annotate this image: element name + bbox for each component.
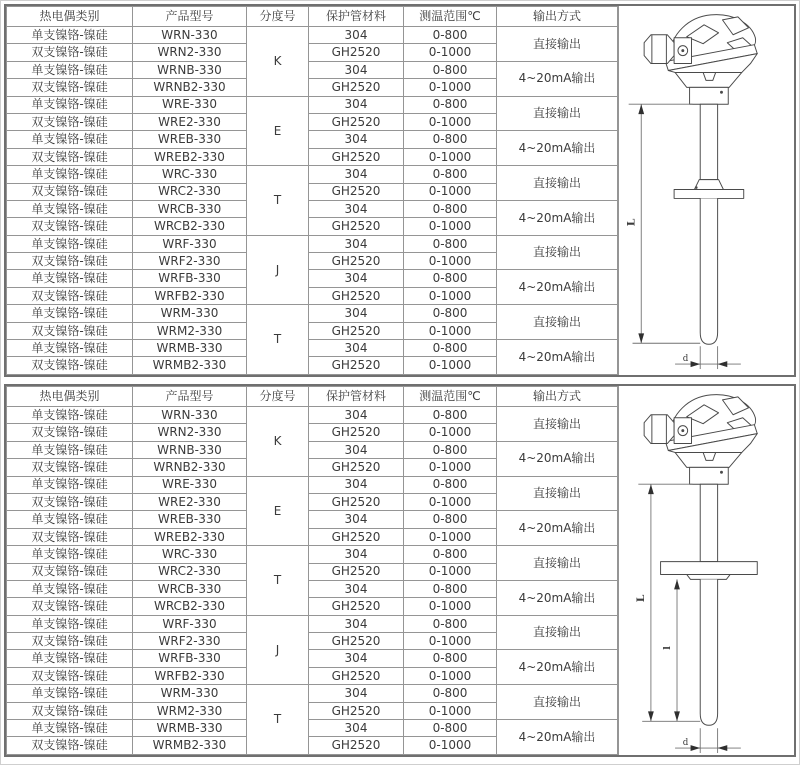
cell-range: 0-1000 [404,79,497,96]
cell-material: GH2520 [309,563,404,580]
cell-material: 304 [309,131,404,148]
cell-material: GH2520 [309,183,404,200]
cell-model: WRNB-330 [133,441,247,458]
cell-model: WRM2-330 [133,702,247,719]
thermocouple-flange-diagram [619,6,794,375]
thermocouple-spec-table-2 [6,386,618,755]
cell-model: WRF-330 [133,235,247,252]
cell-output: 直接输出 [497,96,618,131]
cell-output: 直接输出 [497,476,618,511]
connection-head-icon [644,15,757,105]
thermocouple-drawing-2 [618,386,794,755]
cell-model: WRC-330 [133,546,247,563]
spec-row [7,27,618,44]
cell-model: WRE-330 [133,96,247,113]
cell-category: 双支镍铬-镍硅 [7,493,133,510]
cell-graduation: K [247,407,309,477]
cell-category: 单支镍铬-镍硅 [7,615,133,632]
cell-graduation: J [247,615,309,685]
cell-material: GH2520 [309,357,404,375]
cell-model: WRNB2-330 [133,459,247,476]
flange-boss [694,180,723,190]
cell-model: WRMB2-330 [133,737,247,755]
column-header-model: 产品型号 [133,387,247,407]
cell-category: 双支镍铬-镍硅 [7,44,133,61]
cell-category: 双支镍铬-镍硅 [7,183,133,200]
cell-output: 4~20mA输出 [497,131,618,166]
cell-range: 0-800 [404,200,497,217]
cell-category: 双支镍铬-镍硅 [7,563,133,580]
cell-range: 0-1000 [404,148,497,165]
spec-row [7,166,618,183]
cell-material: 304 [309,200,404,217]
column-header-model: 产品型号 [133,7,247,27]
cell-material: GH2520 [309,44,404,61]
spec-row [7,511,618,528]
spec-panel-2 [4,384,796,757]
cell-material: 304 [309,270,404,287]
cell-output: 4~20mA输出 [497,340,618,375]
cell-range: 0-800 [404,270,497,287]
cell-range: 0-1000 [404,459,497,476]
cell-range: 0-1000 [404,322,497,339]
cell-model: WRN2-330 [133,424,247,441]
cell-range: 0-1000 [404,287,497,304]
cell-material: GH2520 [309,424,404,441]
cell-output: 直接输出 [497,305,618,340]
spec-row [7,61,618,78]
cell-category: 双支镍铬-镍硅 [7,633,133,650]
thermocouple-drawing-1 [618,6,794,375]
dimension-L [634,484,700,721]
cell-model: WRCB2-330 [133,218,247,235]
spec-row [7,407,618,424]
cell-output: 直接输出 [497,407,618,442]
dimension-label-L: L [634,594,648,603]
cell-model: WRM-330 [133,685,247,702]
cell-model: WRM2-330 [133,322,247,339]
cell-range: 0-1000 [404,113,497,130]
cell-material: GH2520 [309,148,404,165]
cell-range: 0-1000 [404,218,497,235]
cell-graduation: E [247,476,309,546]
cell-category: 单支镍铬-镍硅 [7,27,133,44]
cell-category: 单支镍铬-镍硅 [7,131,133,148]
cell-output: 直接输出 [497,546,618,581]
cell-model: WRE-330 [133,476,247,493]
cell-model: WRMB-330 [133,720,247,737]
cell-range: 0-1000 [404,183,497,200]
cell-category: 双支镍铬-镍硅 [7,79,133,96]
cell-category: 双支镍铬-镍硅 [7,148,133,165]
cell-model: WRCB-330 [133,580,247,597]
cell-material: GH2520 [309,598,404,615]
cell-material: GH2520 [309,322,404,339]
cell-range: 0-800 [404,511,497,528]
cell-model: WRN-330 [133,27,247,44]
cell-model: WRMB-330 [133,340,247,357]
cell-category: 单支镍铬-镍硅 [7,476,133,493]
cell-output: 直接输出 [497,615,618,650]
cell-range: 0-1000 [404,667,497,684]
spec-row [7,546,618,563]
cell-model: WRFB-330 [133,270,247,287]
table-body-2 [7,407,618,755]
cell-model: WRE2-330 [133,493,247,510]
cell-material: 304 [309,27,404,44]
dimension-label-d: d [682,737,689,749]
connection-head-icon [644,395,757,485]
table-body-1 [7,27,618,375]
cell-category: 单支镍铬-镍硅 [7,96,133,113]
cell-range: 0-800 [404,131,497,148]
column-header-graduation: 分度号 [247,7,309,27]
cell-range: 0-1000 [404,737,497,755]
cell-material: 304 [309,407,404,424]
cell-material: GH2520 [309,667,404,684]
cell-range: 0-800 [404,650,497,667]
dimension-label-l: l [662,646,674,650]
cell-graduation: T [247,166,309,236]
cell-material: 304 [309,340,404,357]
cell-graduation: E [247,96,309,166]
cell-graduation: K [247,27,309,97]
table-header-1 [7,7,618,27]
spec-row [7,650,618,667]
flange-boss [687,574,731,579]
dimension-label-L: L [624,218,638,227]
cell-material: GH2520 [309,633,404,650]
column-header-material: 保护管材料 [309,7,404,27]
spec-row [7,96,618,113]
cell-range: 0-800 [404,720,497,737]
cell-model: WRNB-330 [133,61,247,78]
cell-model: WREB2-330 [133,148,247,165]
cell-range: 0-1000 [404,357,497,375]
cell-model: WRFB2-330 [133,667,247,684]
spec-row [7,270,618,287]
spec-row [7,615,618,632]
cell-model: WRN-330 [133,407,247,424]
cell-material: GH2520 [309,493,404,510]
table-header-2 [7,387,618,407]
cell-range: 0-800 [404,27,497,44]
cell-category: 单支镍铬-镍硅 [7,580,133,597]
cell-range: 0-800 [404,305,497,322]
spec-row [7,131,618,148]
cell-model: WRCB-330 [133,200,247,217]
cell-model: WREB-330 [133,131,247,148]
cell-range: 0-800 [404,407,497,424]
cell-output: 直接输出 [497,166,618,201]
header-row [7,7,618,27]
flange-plate [674,190,744,199]
cell-category: 双支镍铬-镍硅 [7,253,133,270]
cell-material: 304 [309,476,404,493]
spec-row [7,200,618,217]
cell-range: 0-800 [404,166,497,183]
cell-range: 0-1000 [404,253,497,270]
cell-range: 0-800 [404,580,497,597]
cell-range: 0-1000 [404,633,497,650]
cell-model: WRE2-330 [133,113,247,130]
cell-material: GH2520 [309,528,404,545]
cell-category: 单支镍铬-镍硅 [7,511,133,528]
cell-category: 单支镍铬-镍硅 [7,441,133,458]
cell-range: 0-800 [404,546,497,563]
cell-output: 4~20mA输出 [497,200,618,235]
cell-material: GH2520 [309,218,404,235]
cell-range: 0-1000 [404,702,497,719]
cell-material: 304 [309,166,404,183]
column-header-graduation: 分度号 [247,387,309,407]
cell-category: 单支镍铬-镍硅 [7,305,133,322]
cell-material: 304 [309,61,404,78]
cell-material: 304 [309,441,404,458]
cell-material: 304 [309,235,404,252]
column-header-material: 保护管材料 [309,387,404,407]
spec-row [7,720,618,737]
cell-category: 双支镍铬-镍硅 [7,113,133,130]
cell-category: 双支镍铬-镍硅 [7,218,133,235]
cell-range: 0-800 [404,96,497,113]
flange-plate [661,562,758,575]
cell-output: 4~20mA输出 [497,441,618,476]
cell-range: 0-800 [404,476,497,493]
cell-range: 0-1000 [404,528,497,545]
cell-output: 4~20mA输出 [497,61,618,96]
cell-range: 0-1000 [404,44,497,61]
upper-tube [700,484,717,561]
boss-detail-dot [695,186,698,189]
dimension-l [662,579,680,721]
cell-material: GH2520 [309,737,404,755]
cell-range: 0-800 [404,340,497,357]
cell-category: 双支镍铬-镍硅 [7,598,133,615]
cell-material: 304 [309,511,404,528]
cell-category: 单支镍铬-镍硅 [7,407,133,424]
column-header-category: 热电偶类别 [7,7,133,27]
upper-tube [700,104,717,179]
cell-category: 单支镍铬-镍硅 [7,200,133,217]
dimension-d [675,728,741,753]
cell-model: WREB-330 [133,511,247,528]
cell-material: 304 [309,580,404,597]
cell-model: WRC-330 [133,166,247,183]
column-header-output: 输出方式 [497,7,618,27]
cell-category: 单支镍铬-镍硅 [7,685,133,702]
cell-category: 单支镍铬-镍硅 [7,650,133,667]
cell-output: 直接输出 [497,235,618,270]
cell-category: 双支镍铬-镍硅 [7,424,133,441]
cell-material: 304 [309,685,404,702]
cell-category: 单支镍铬-镍硅 [7,61,133,78]
header-row [7,387,618,407]
cell-range: 0-800 [404,235,497,252]
cell-output: 4~20mA输出 [497,650,618,685]
cell-output: 直接输出 [497,27,618,62]
cell-category: 双支镍铬-镍硅 [7,357,133,375]
probe-sheath [700,579,717,725]
thermocouple-large-flange-diagram [619,386,794,755]
cell-category: 双支镍铬-镍硅 [7,322,133,339]
cell-material: 304 [309,720,404,737]
cell-material: GH2520 [309,702,404,719]
cell-category: 双支镍铬-镍硅 [7,702,133,719]
cell-material: GH2520 [309,287,404,304]
cell-category: 双支镍铬-镍硅 [7,459,133,476]
cell-range: 0-800 [404,685,497,702]
cell-material: GH2520 [309,459,404,476]
cell-material: GH2520 [309,113,404,130]
column-header-category: 热电偶类别 [7,387,133,407]
cell-category: 单支镍铬-镍硅 [7,720,133,737]
cell-graduation: T [247,305,309,375]
spec-row [7,305,618,322]
cell-material: 304 [309,615,404,632]
cell-category: 双支镍铬-镍硅 [7,737,133,755]
cell-range: 0-800 [404,61,497,78]
cell-range: 0-800 [404,441,497,458]
cell-range: 0-1000 [404,493,497,510]
dimension-label-d: d [682,354,689,365]
cell-model: WRM-330 [133,305,247,322]
cell-graduation: T [247,685,309,755]
spec-row [7,476,618,493]
cell-category: 单支镍铬-镍硅 [7,270,133,287]
spec-row [7,235,618,252]
cell-model: WRNB2-330 [133,79,247,96]
cell-model: WRFB-330 [133,650,247,667]
cell-output: 4~20mA输出 [497,580,618,615]
cell-material: 304 [309,546,404,563]
cell-range: 0-800 [404,615,497,632]
column-header-range: 测温范围℃ [404,7,497,27]
cell-category: 双支镍铬-镍硅 [7,667,133,684]
cell-model: WRC2-330 [133,563,247,580]
cell-range: 0-1000 [404,424,497,441]
cell-output: 4~20mA输出 [497,270,618,305]
spec-row [7,580,618,597]
cell-output: 4~20mA输出 [497,511,618,546]
column-header-output: 输出方式 [497,387,618,407]
cell-model: WRMB2-330 [133,357,247,375]
spec-panel-1 [4,4,796,377]
cell-model: WRF-330 [133,615,247,632]
cell-material: GH2520 [309,253,404,270]
spec-row [7,441,618,458]
thermocouple-spec-table-1 [6,6,618,375]
cell-category: 双支镍铬-镍硅 [7,287,133,304]
cell-model: WRC2-330 [133,183,247,200]
column-header-range: 测温范围℃ [404,387,497,407]
cell-model: WRCB2-330 [133,598,247,615]
cell-output: 直接输出 [497,685,618,720]
spec-row [7,340,618,357]
dimension-L [625,104,701,343]
probe-sheath [700,198,717,344]
dimension-d [675,346,741,369]
cell-output: 4~20mA输出 [497,720,618,755]
cell-model: WRF2-330 [133,253,247,270]
cell-material: 304 [309,305,404,322]
spec-row [7,685,618,702]
cell-model: WRFB2-330 [133,287,247,304]
cell-model: WRN2-330 [133,44,247,61]
cell-category: 单支镍铬-镍硅 [7,235,133,252]
cell-range: 0-1000 [404,563,497,580]
cell-model: WRF2-330 [133,633,247,650]
cell-material: 304 [309,650,404,667]
cell-category: 单支镍铬-镍硅 [7,166,133,183]
cell-graduation: J [247,235,309,305]
cell-category: 双支镍铬-镍硅 [7,528,133,545]
cell-material: GH2520 [309,79,404,96]
cell-category: 单支镍铬-镍硅 [7,340,133,357]
cell-material: 304 [309,96,404,113]
cell-model: WREB2-330 [133,528,247,545]
cell-range: 0-1000 [404,598,497,615]
cell-category: 单支镍铬-镍硅 [7,546,133,563]
cell-graduation: T [247,546,309,616]
